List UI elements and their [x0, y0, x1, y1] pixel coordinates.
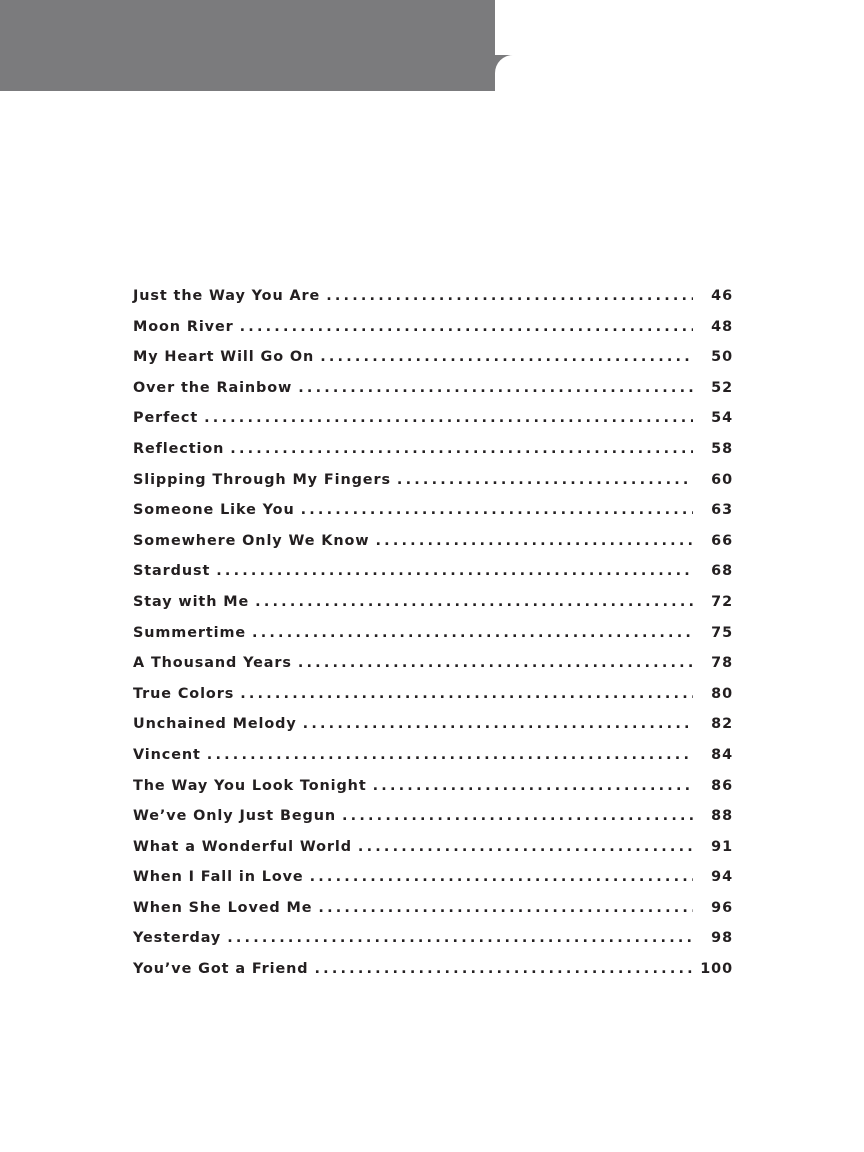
toc-entry-title: A Thousand Years — [133, 655, 292, 672]
toc-entry[interactable] — [133, 408, 733, 439]
table-of-contents — [133, 286, 733, 990]
toc-entry[interactable] — [133, 500, 733, 531]
toc-entry[interactable] — [133, 776, 733, 807]
toc-entry-title: Just the Way You Are — [133, 288, 321, 304]
toc-entry-page-number: 52 — [711, 379, 733, 396]
toc-entry-page-number: 75 — [711, 624, 733, 641]
toc-entry-title: Perfect — [133, 410, 199, 427]
toc-entry[interactable] — [133, 714, 733, 745]
toc-entry-page-number: 50 — [711, 349, 733, 366]
toc-entry-title: Slipping Through My Fingers — [133, 471, 391, 488]
toc-entry-page-number: 54 — [711, 410, 733, 427]
toc-leader-dots — [397, 470, 693, 484]
toc-leader-dots — [204, 408, 693, 422]
toc-entry-page-number: 91 — [711, 838, 733, 855]
toc-entry[interactable] — [133, 286, 733, 317]
toc-entry-title: Vincent — [133, 746, 201, 763]
toc-entry[interactable] — [133, 867, 733, 898]
toc-entry-title: Summertime — [133, 624, 247, 641]
toc-leader-dots — [298, 653, 693, 667]
toc-entry[interactable] — [133, 470, 733, 501]
toc-entry-title: Unchained Melody — [133, 716, 297, 733]
toc-entry[interactable] — [133, 806, 733, 837]
toc-entry-title: When I Fall in Love — [133, 869, 304, 886]
toc-entry-page-number: 96 — [711, 899, 733, 916]
toc-entry-page-number: 58 — [711, 440, 733, 457]
toc-entry-page-number: 48 — [711, 318, 733, 335]
toc-entry-page-number: 68 — [711, 563, 733, 580]
toc-leader-dots — [373, 776, 693, 790]
toc-leader-dots — [227, 928, 693, 942]
toc-entry[interactable] — [133, 317, 733, 348]
toc-entry-title: We’ve Only Just Begun — [133, 808, 337, 825]
toc-leader-dots — [315, 959, 693, 973]
header-band — [0, 0, 495, 91]
toc-leader-dots — [240, 317, 693, 331]
toc-entry-page-number: 78 — [711, 655, 733, 672]
toc-entry-page-number: 98 — [711, 930, 733, 947]
toc-entry-page-number: 88 — [711, 808, 733, 825]
toc-entry-title: Stay with Me — [133, 593, 250, 610]
toc-leader-dots — [216, 561, 693, 575]
toc-entry-page-number: 63 — [711, 502, 733, 519]
toc-leader-dots — [207, 745, 693, 759]
toc-entry-title: True Colors — [133, 685, 235, 702]
toc-entry[interactable] — [133, 347, 733, 378]
toc-leader-dots — [255, 592, 693, 606]
toc-leader-dots — [375, 531, 693, 545]
toc-entry-title: What a Wonderful World — [133, 838, 352, 855]
toc-leader-dots — [320, 347, 693, 361]
toc-entry[interactable] — [133, 745, 733, 776]
toc-leader-dots — [326, 286, 693, 300]
toc-leader-dots — [301, 500, 693, 514]
toc-entry[interactable] — [133, 959, 733, 990]
toc-leader-dots — [358, 837, 693, 851]
toc-leader-dots — [230, 439, 693, 453]
toc-entry[interactable] — [133, 623, 733, 654]
toc-entry-title: Moon River — [133, 318, 234, 335]
toc-entry-page-number: 94 — [711, 869, 733, 886]
toc-entry-title: Over the Rainbow — [133, 379, 293, 396]
toc-entry-title: When She Loved Me — [133, 899, 313, 916]
toc-entry[interactable] — [133, 439, 733, 470]
toc-leader-dots — [298, 378, 693, 392]
toc-entry-title: Yesterday — [133, 930, 222, 947]
toc-entry[interactable] — [133, 898, 733, 929]
toc-entry-title: Somewhere Only We Know — [133, 532, 370, 549]
toc-leader-dots — [310, 867, 693, 881]
toc-entry-page-number: 46 — [711, 288, 733, 304]
toc-entry-page-number: 66 — [711, 532, 733, 549]
toc-entry[interactable] — [133, 531, 733, 562]
toc-leader-dots — [303, 714, 693, 728]
toc-entry-page-number: 100 — [700, 961, 733, 978]
toc-entry[interactable] — [133, 928, 733, 959]
toc-leader-dots — [318, 898, 693, 912]
toc-entry-page-number: 84 — [711, 746, 733, 763]
toc-entry[interactable] — [133, 684, 733, 715]
toc-entry[interactable] — [133, 378, 733, 409]
toc-entry-page-number: 60 — [711, 471, 733, 488]
toc-entry[interactable] — [133, 592, 733, 623]
toc-entry-title: You’ve Got a Friend — [133, 961, 309, 978]
toc-entry-title: The Way You Look Tonight — [133, 777, 367, 794]
toc-entry-page-number: 86 — [711, 777, 733, 794]
toc-entry-page-number: 80 — [711, 685, 733, 702]
toc-entry-page-number: 72 — [711, 593, 733, 610]
toc-entry-title: Reflection — [133, 440, 225, 457]
toc-entry-title: Someone Like You — [133, 502, 295, 519]
toc-entry[interactable] — [133, 837, 733, 868]
toc-entry[interactable] — [133, 561, 733, 592]
toc-leader-dots — [240, 684, 693, 698]
toc-entry-page-number: 82 — [711, 716, 733, 733]
toc-entry[interactable] — [133, 653, 733, 684]
toc-entry-title: Stardust — [133, 563, 211, 580]
toc-leader-dots — [342, 806, 693, 820]
toc-entry-title: My Heart Will Go On — [133, 349, 315, 366]
toc-leader-dots — [252, 623, 693, 637]
header-band-rounded-notch — [495, 55, 535, 95]
